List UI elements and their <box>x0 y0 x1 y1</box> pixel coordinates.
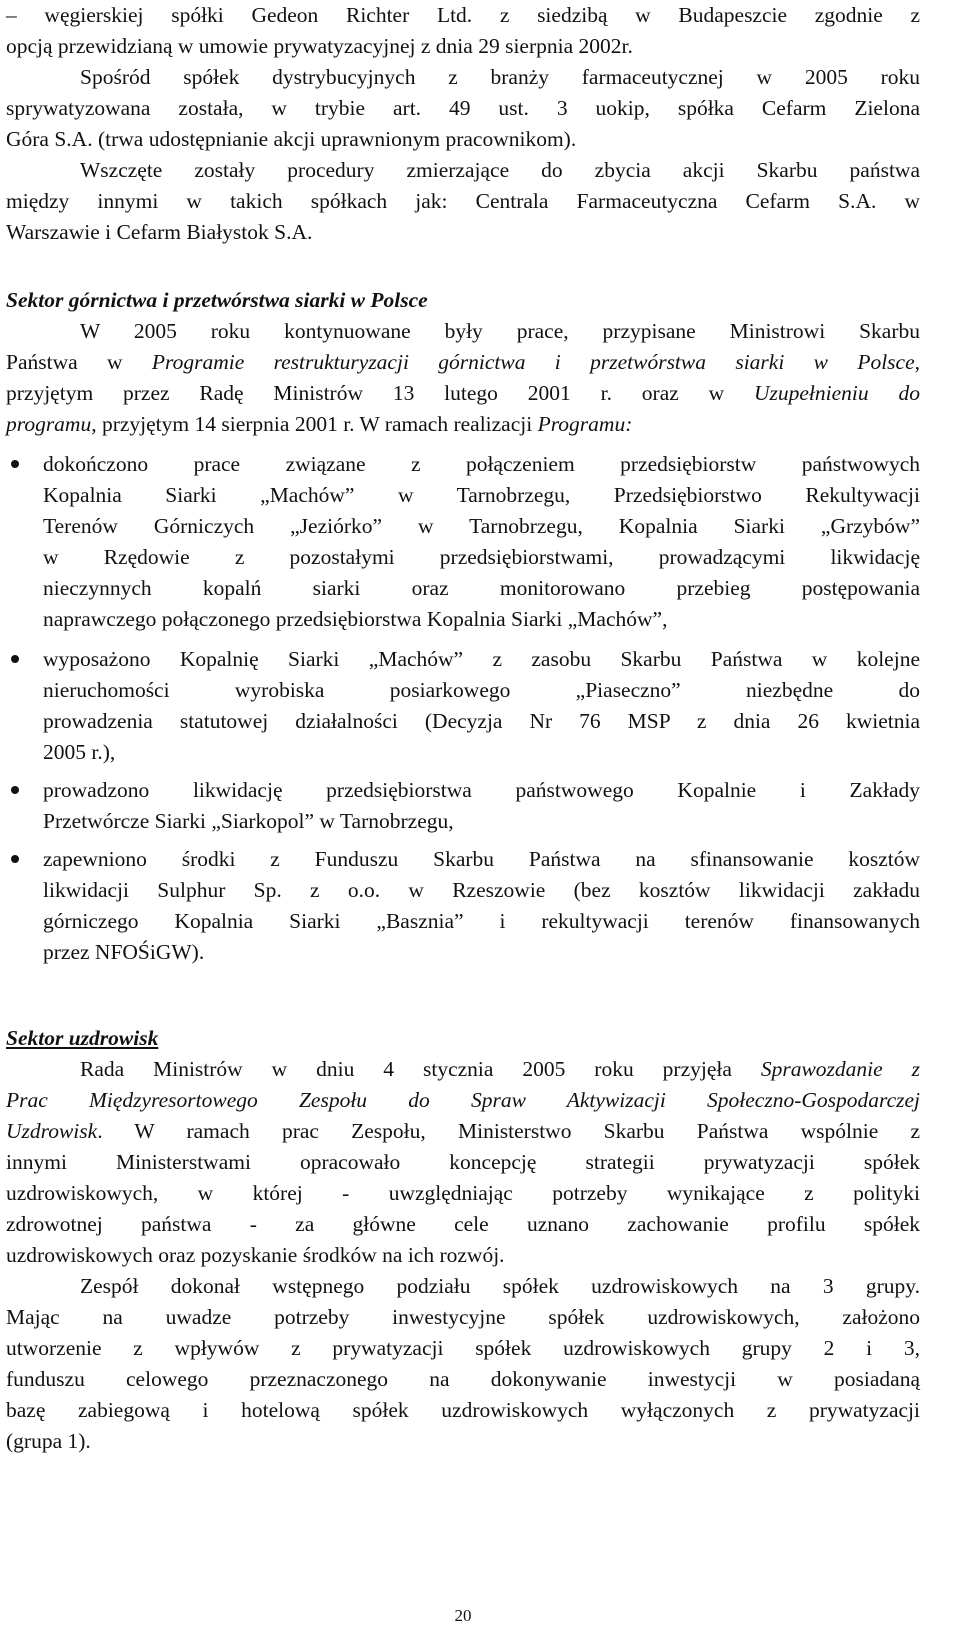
paragraph-line: funduszu celowego przeznaczonego na dokonywanie inwestycji w posiadaną <box>6 1367 920 1391</box>
bullet-line: 2005 r.), <box>43 740 116 764</box>
intro-line: – węgierskiej spółki Gedeon Richter Ltd. z siedzibą w Budapeszcie zgodnie z <box>6 3 920 27</box>
intro-line: między innymi w takich spółkach jak: Centrala Farmaceutyczna Cefarm S.A. w <box>6 189 920 213</box>
intro-line: Warszawie i Cefarm Białystok S.A. <box>6 220 313 244</box>
section-heading-sulfur: Sektor górnictwa i przetwórstwa siarki w Polsce <box>6 288 428 312</box>
paragraph-line: Mając na uwadze potrzeby inwestycyjne spółek uzdrowiskowych, założono <box>6 1305 920 1329</box>
bullet-icon <box>11 855 19 863</box>
bullet-line: wyposażono Kopalnię Siarki „Machów” z zasobu Skarbu Państwa w kolejne <box>43 647 920 671</box>
paragraph-line: W 2005 roku kontynuowane były prace, przypisane Ministrowi Skarbu <box>80 319 920 343</box>
paragraph-line: przyjętym przez Radę Ministrów 13 lutego 2001 r. oraz w Uzupełnieniu do <box>6 381 920 405</box>
bullet-icon <box>11 786 19 794</box>
bullet-line: dokończono prace związane z połączeniem przedsiębiorstw państwowych <box>43 452 920 476</box>
bullet-icon <box>11 655 19 663</box>
paragraph-line: zdrowotnej państwa - za główne cele uznano zachowanie profilu spółek <box>6 1212 920 1236</box>
paragraph-line: innymi Ministerstwami opracowało koncepcję strategii prywatyzacji spółek <box>6 1150 920 1174</box>
page-number: 20 <box>454 1606 472 1625</box>
paragraph-line: Państwa w Programie restrukturyzacji górnictwa i przetwórstwa siarki w Polsce, <box>6 350 921 374</box>
paragraph-line: Rada Ministrów w dniu 4 stycznia 2005 roku przyjęła Sprawozdanie z <box>80 1057 920 1081</box>
bullet-line: Kopalnia Siarki „Machów” w Tarnobrzegu, Przedsiębiorstwo Rekultywacji <box>43 483 920 507</box>
paragraph-line: Prac Międzyresortowego Zespołu do Spraw Aktywizacji Społeczno-Gospodarczej <box>6 1088 920 1112</box>
bullet-line: Terenów Górniczych „Jeziórko” w Tarnobrzegu, Kopalnia Siarki „Grzybów” <box>43 514 920 538</box>
bullet-line: zapewniono środki z Funduszu Skarbu Państwa na sfinansowanie kosztów <box>43 847 920 871</box>
intro-line: Spośród spółek dystrybucyjnych z branży farmaceutycznej w 2005 roku <box>80 65 920 89</box>
bullet-line: nieczynnych kopalń siarki oraz monitorowano przebieg postępowania <box>43 576 920 600</box>
paragraph-line: Uzdrowisk. W ramach prac Zespołu, Ministerstwo Skarbu Państwa wspólnie z <box>6 1119 920 1143</box>
paragraph-line: utworzenie z wpływów z prywatyzacji spółek uzdrowiskowych grupy 2 i 3, <box>6 1336 920 1360</box>
paragraph-line: programu, przyjętym 14 sierpnia 2001 r. W ramach realizacji Programu: <box>6 412 633 436</box>
paragraph-line: Zespół dokonał wstępnego podziału spółek uzdrowiskowych na 3 grupy. <box>80 1274 920 1298</box>
bullet-line: likwidacji Sulphur Sp. z o.o. w Rzeszowie (bez kosztów likwidacji zakładu <box>43 878 920 902</box>
intro-line: Wszczęte zostały procedury zmierzające do zbycia akcji Skarbu państwa <box>80 158 920 182</box>
bullet-line: prowadzono likwidację przedsiębiorstwa państwowego Kopalnie i Zakłady <box>43 778 920 802</box>
paragraph-line: uzdrowiskowych oraz pozyskanie środków na ich rozwój. <box>6 1243 505 1267</box>
section-heading-spa: Sektor uzdrowisk <box>6 1026 159 1050</box>
bullet-line: nieruchomości wyrobiska posiarkowego „Piaseczno” niezbędne do <box>43 678 920 702</box>
bullet-line: naprawczego połączonego przedsiębiorstwa Kopalnia Siarki „Machów”, <box>43 607 668 631</box>
bullet-line: w Rzędowie z pozostałymi przedsiębiorstwami, prowadzącymi likwidację <box>43 545 920 569</box>
bullet-icon <box>11 460 19 468</box>
paragraph-line: (grupa 1). <box>6 1429 91 1453</box>
bullet-line: Przetwórcze Siarki „Siarkopol” w Tarnobrzegu, <box>43 809 454 833</box>
intro-line: Góra S.A. (trwa udostępnianie akcji uprawnionym pracownikom). <box>6 127 577 151</box>
paragraph-line: uzdrowiskowych, w której - uwzględniając potrzeby wynikające z polityki <box>6 1181 920 1205</box>
paragraph-line: bazę zabiegową i hotelową spółek uzdrowiskowych wyłączonych z prywatyzacji <box>6 1398 920 1422</box>
intro-line: sprywatyzowana została, w trybie art. 49 ust. 3 uokip, spółka Cefarm Zielona <box>6 96 920 120</box>
bullet-line: przez NFOŚiGW). <box>43 940 205 964</box>
bullet-line: górniczego Kopalnia Siarki „Basznia” i rekultywacji terenów finansowanych <box>43 909 920 933</box>
bullet-line: prowadzenia statutowej działalności (Decyzja Nr 76 MSP z dnia 26 kwietnia <box>43 709 920 733</box>
intro-line: opcją przewidzianą w umowie prywatyzacyjnej z dnia 29 sierpnia 2002r. <box>6 34 633 58</box>
